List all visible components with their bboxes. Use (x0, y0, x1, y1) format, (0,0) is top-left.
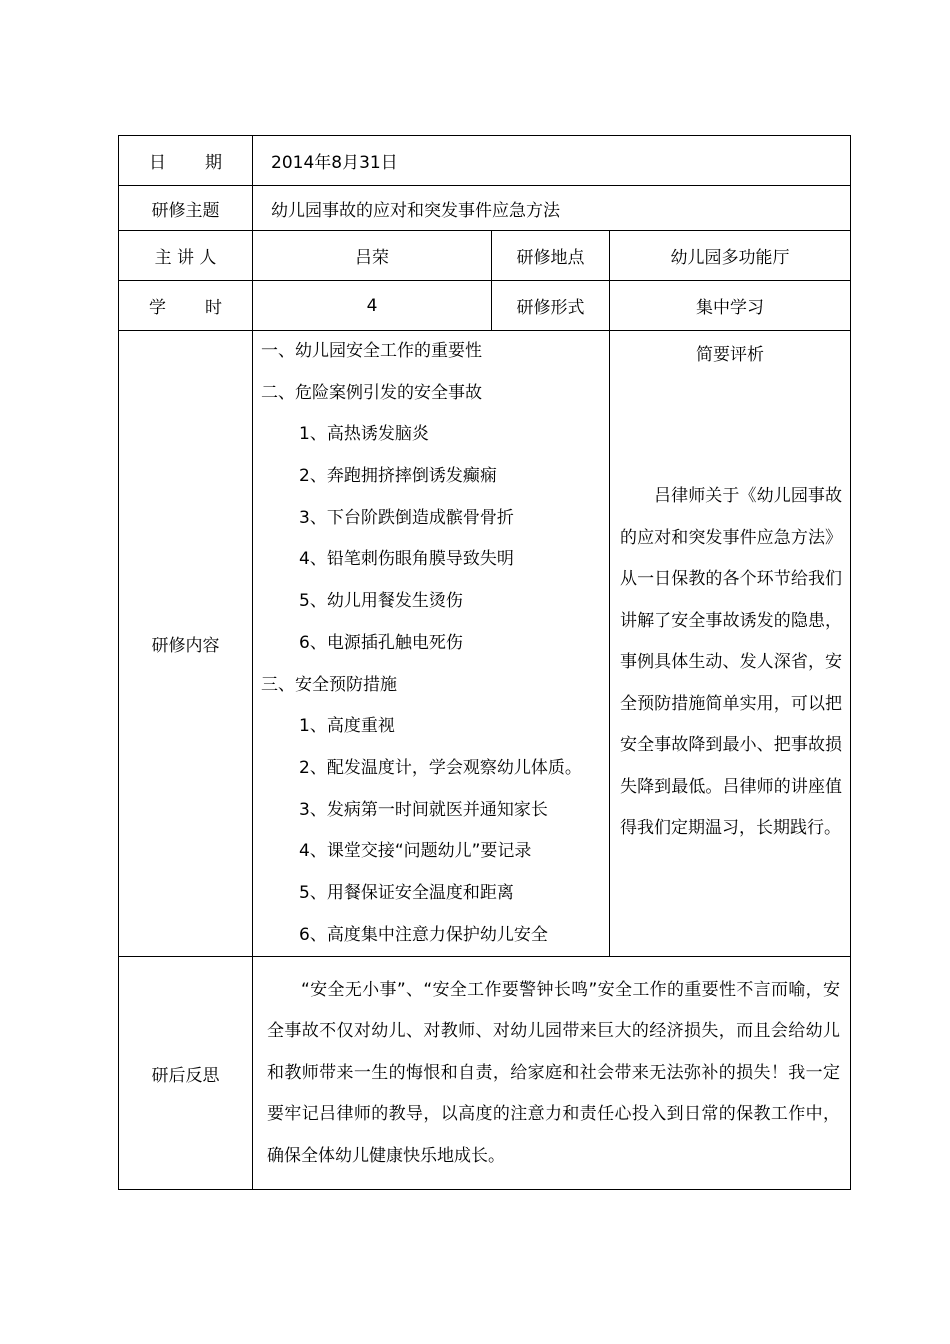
content-row (119, 331, 851, 957)
outline-item: 4、铅笔刺伤眼角膜导致失明 (299, 549, 514, 570)
outline-section: 一、幼儿园安全工作的重要性 (261, 341, 482, 361)
content-cell (253, 331, 610, 957)
outline-item: 4、课堂交接“问题幼儿”要记录 (299, 841, 532, 862)
form-value: 集中学习 (610, 281, 851, 331)
reflection-row (119, 957, 851, 1190)
outline-item: 5、幼儿用餐发生烫伤 (299, 591, 463, 612)
speaker-label: 主 讲 人 (119, 231, 253, 281)
date-label: 日 期 (119, 136, 253, 186)
topic-row (119, 186, 851, 231)
hours-value: 4 (253, 281, 492, 331)
date-value: 2014年8月31日 (253, 136, 851, 186)
outline-item: 6、电源插孔触电死伤 (299, 632, 463, 653)
outline-item: 6、高度集中注意力保护幼儿安全 (299, 924, 548, 945)
review-cell (610, 331, 851, 957)
reflection-text: “安全无小事”、“安全工作要警钟长鸣”安全工作的重要性不言而喻，安全事故不仅对幼儿、对教师、对幼儿园带来巨大的经济损失，而且会给幼儿和教师带来一生的悔恨和自责，给家庭和社会带来无法弥补的损失！我一定要牢记吕律师的教导，以高度的注意力和责任心投入到日常的保教工作中，确保全体幼儿健康快乐地成长。 (253, 957, 851, 1190)
training-record-table (118, 135, 851, 1190)
outline-item: 3、下台阶跌倒造成髌骨骨折 (299, 507, 514, 528)
place-value: 幼儿园多功能厅 (610, 231, 851, 281)
outline-item: 3、发病第一时间就医并通知家长 (299, 799, 548, 820)
review-title: 简要评析 (696, 344, 765, 365)
speaker-row (119, 231, 851, 281)
outline-item: 5、用餐保证安全温度和距离 (299, 882, 514, 903)
topic-value: 幼儿园事故的应对和突发事件应急方法 (253, 186, 851, 231)
outline-item: 2、配发温度计，学会观察幼儿体质。 (299, 757, 582, 778)
review-text: 吕律师关于《幼儿园事故的应对和突发事件应急方法》从一日保教的各个环节给我们讲解了安全事故诱发的隐患，事例具体生动、发人深省，安全预防措施简单实用，可以把安全事故降到最小、把事故损失降到最低。吕律师的讲座值得我们定期温习，长期践行。 (620, 486, 843, 839)
outline-section: 三、安全预防措施 (261, 674, 397, 695)
hours-row (119, 281, 851, 331)
review-panel (610, 331, 850, 953)
topic-label: 研修主题 (119, 186, 253, 231)
form-label: 研修形式 (492, 281, 610, 331)
outline-section: 二、危险案例引发的安全事故 (261, 382, 482, 403)
speaker-value: 吕荣 (253, 231, 492, 281)
outline-item: 2、奔跑拥挤摔倒诱发癫痫 (299, 466, 497, 487)
date-row (119, 136, 851, 186)
place-label: 研修地点 (492, 231, 610, 281)
content-outline (253, 331, 609, 956)
content-label: 研修内容 (119, 331, 253, 957)
reflection-label: 研后反思 (119, 957, 253, 1190)
hours-label: 学 时 (119, 281, 253, 331)
outline-item: 1、高度重视 (299, 716, 395, 737)
outline-item: 1、高热诱发脑炎 (299, 424, 429, 445)
